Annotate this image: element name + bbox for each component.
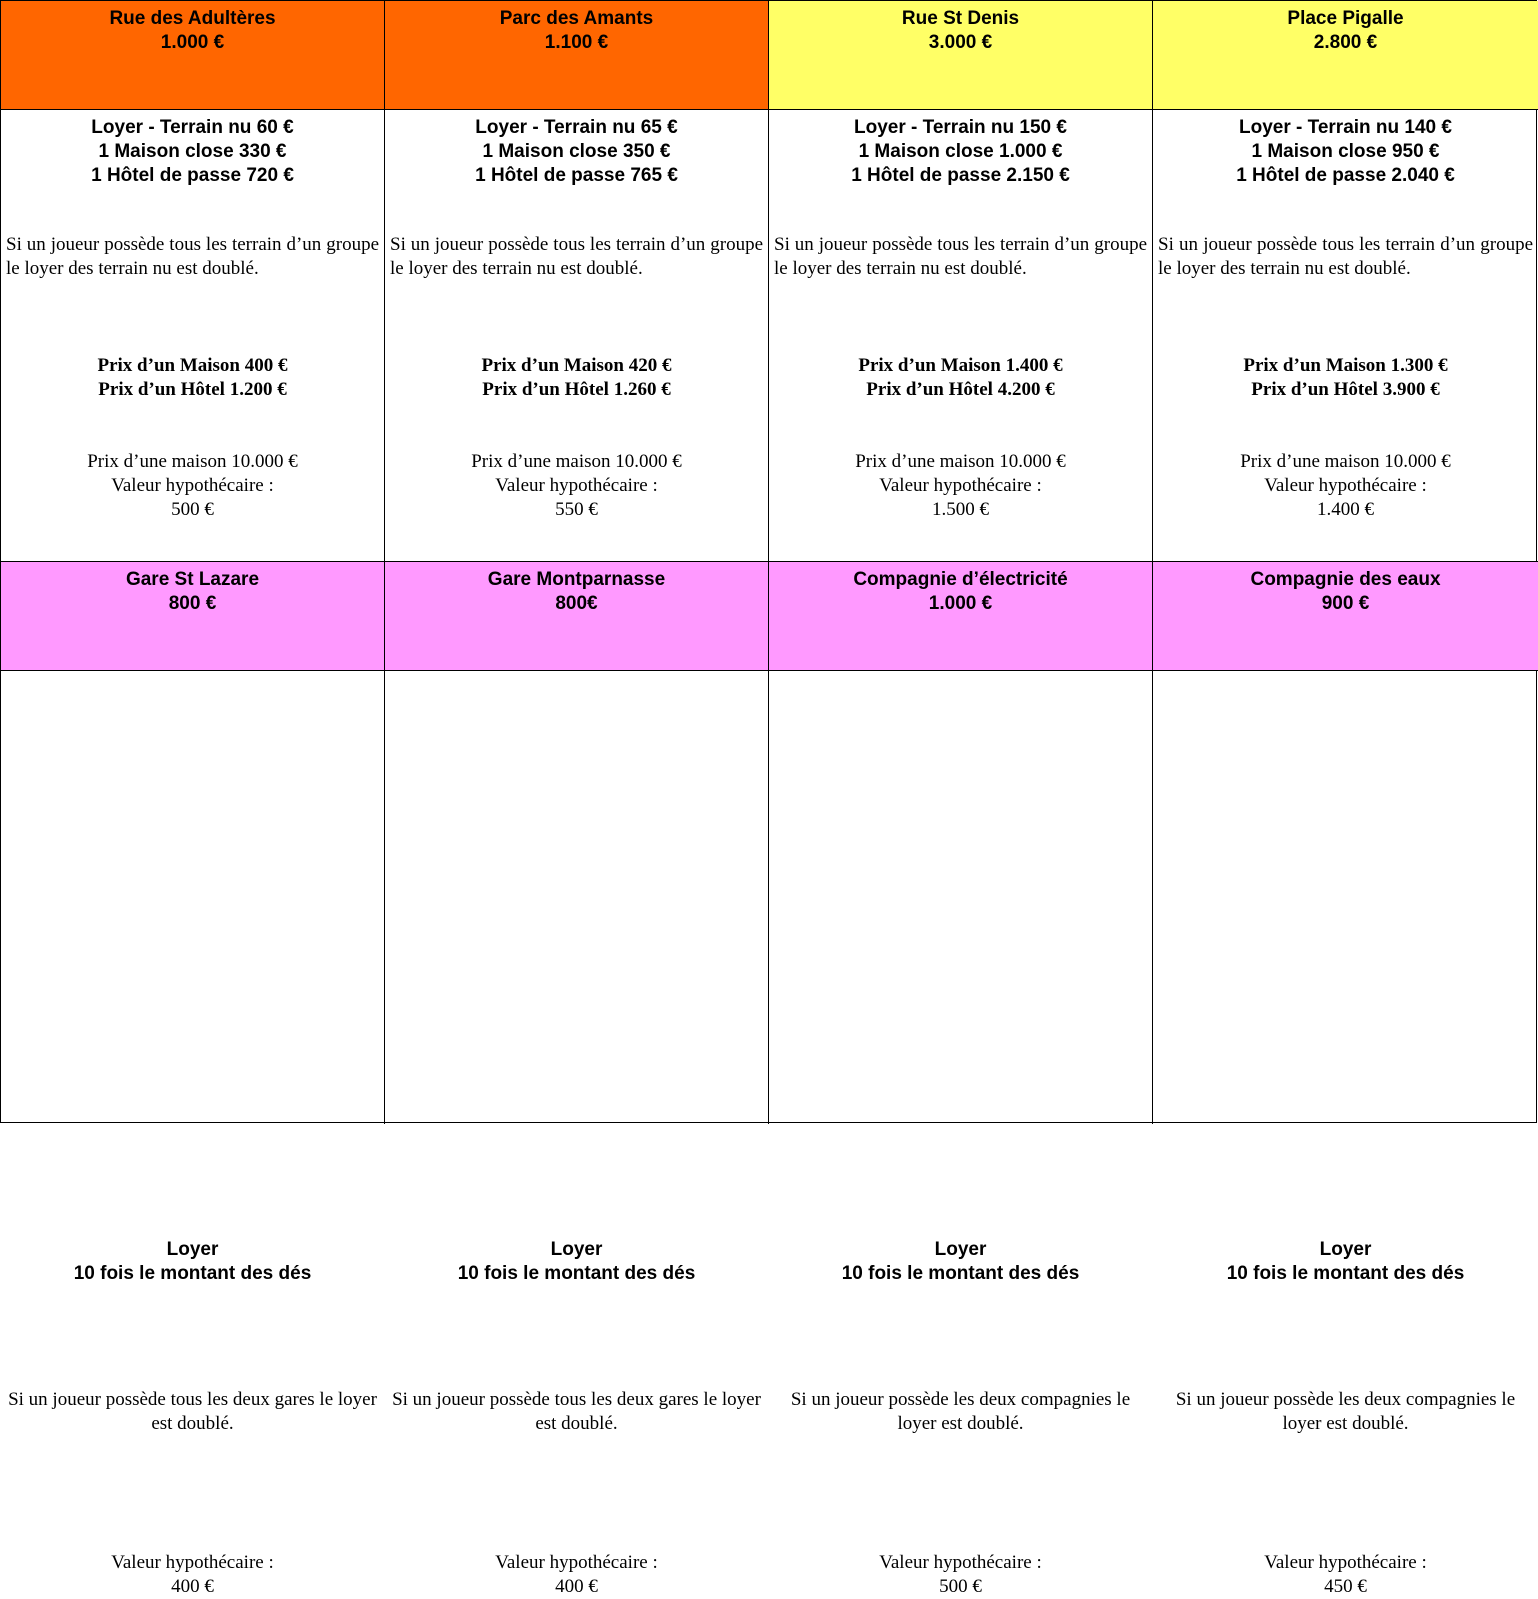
pair-rule-text: Si un joueur possède tous les deux gares le loyer est doublé.	[8, 1389, 377, 1434]
card-header	[1153, 562, 1538, 671]
mortgage-info	[1153, 1551, 1538, 1599]
rent-info	[385, 1238, 768, 1286]
rent-label: Loyer	[1319, 1239, 1372, 1260]
property-card-rue-st-denis	[769, 1, 1153, 562]
property-name: Gare St Lazare	[125, 569, 260, 590]
rent-hotel: 1 Hôtel de passe 2.150 €	[851, 165, 1070, 186]
build-prices	[1, 354, 384, 402]
rent-house: 1 Maison close 330 €	[98, 141, 287, 162]
mortgage-value: 550 €	[555, 499, 598, 520]
group-rule-text: Si un joueur possède tous les terrain d’un groupe le loyer des terrain nu est doublé.	[1158, 234, 1533, 279]
rent-table	[1, 116, 384, 188]
special-cards-row	[1, 562, 1538, 1597]
rent-bare-land: Loyer - Terrain nu 60 €	[91, 117, 294, 138]
build-prices	[385, 354, 768, 402]
rent-hotel: 1 Hôtel de passe 765 €	[475, 165, 678, 186]
mortgage-label: Valeur hypothécaire :	[111, 475, 274, 496]
mortgage-label: Valeur hypothécaire :	[1264, 1552, 1427, 1573]
rent-house: 1 Maison close 1.000 €	[858, 141, 1063, 162]
property-name: Rue des Adultères	[109, 8, 276, 29]
card-header	[1153, 1, 1538, 110]
house-price: Prix d’un Maison 1.400 €	[858, 355, 1063, 376]
house-price: Prix d’un Maison 400 €	[97, 355, 288, 376]
mortgage-info	[1, 1551, 384, 1599]
property-name: Gare Montparnasse	[487, 569, 666, 590]
mortgage-label: Valeur hypothécaire :	[111, 1552, 274, 1573]
rent-hotel: 1 Hôtel de passe 720 €	[91, 165, 294, 186]
group-rule-text: Si un joueur possède tous les terrain d’un groupe le loyer des terrain nu est doublé.	[6, 234, 379, 279]
house-price: Prix d’un Maison 420 €	[481, 355, 672, 376]
rent-text: 10 fois le montant des dés	[1226, 1263, 1465, 1284]
mortgage-label: Valeur hypothécaire :	[495, 1552, 658, 1573]
rent-table	[769, 116, 1152, 188]
property-price: 900 €	[1321, 593, 1370, 614]
property-cards-row	[1, 1, 1538, 562]
pair-rule-text: Si un joueur possède les deux compagnies le loyer est doublé.	[1175, 1389, 1516, 1434]
maison-price: Prix d’une maison 10.000 €	[1240, 451, 1451, 472]
mortgage-value: 400 €	[555, 1576, 598, 1597]
station-card-gare-montparnasse	[385, 562, 769, 1597]
maison-price: Prix d’une maison 10.000 €	[471, 451, 682, 472]
mortgage-value: 400 €	[171, 1576, 214, 1597]
house-price: Prix d’un Maison 1.300 €	[1243, 355, 1448, 376]
rent-bare-land: Loyer - Terrain nu 65 €	[475, 117, 678, 138]
rent-info	[1, 1238, 384, 1286]
rent-bare-land: Loyer - Terrain nu 140 €	[1239, 117, 1452, 138]
rent-info	[1153, 1238, 1538, 1286]
rent-hotel: 1 Hôtel de passe 2.040 €	[1236, 165, 1455, 186]
mortgage-value: 450 €	[1324, 1576, 1367, 1597]
mortgage-label: Valeur hypothécaire :	[879, 475, 1042, 496]
rent-table	[385, 116, 768, 188]
rent-label: Loyer	[934, 1239, 987, 1260]
card-header	[385, 1, 768, 110]
card-header	[769, 562, 1152, 671]
rent-label: Loyer	[166, 1239, 219, 1260]
mortgage-info	[385, 1551, 768, 1599]
mortgage-info	[385, 450, 768, 522]
station-card-gare-st-lazare	[1, 562, 385, 1597]
property-price: 800€	[555, 593, 598, 614]
pair-rule-text: Si un joueur possède tous les deux gares le loyer est doublé.	[392, 1389, 761, 1434]
rent-info	[769, 1238, 1152, 1286]
maison-price: Prix d’une maison 10.000 €	[855, 451, 1066, 472]
mortgage-info	[769, 450, 1152, 522]
mortgage-label: Valeur hypothécaire :	[495, 475, 658, 496]
utility-card-electricite	[769, 562, 1153, 1597]
mortgage-value: 500 €	[171, 499, 214, 520]
property-price: 1.000 €	[160, 32, 225, 53]
property-price: 2.800 €	[1313, 32, 1378, 53]
property-name: Compagnie d’électricité	[853, 569, 1068, 590]
card-header	[1, 1, 384, 110]
property-card-rue-des-adulteres	[1, 1, 385, 562]
card-header	[769, 1, 1152, 110]
mortgage-value: 1.500 €	[932, 499, 989, 520]
mortgage-info	[1153, 450, 1538, 522]
property-card-parc-des-amants	[385, 1, 769, 562]
mortgage-value: 1.400 €	[1317, 499, 1374, 520]
hotel-price: Prix d’un Hôtel 1.260 €	[482, 379, 671, 400]
property-name: Parc des Amants	[499, 8, 654, 29]
rent-bare-land: Loyer - Terrain nu 150 €	[854, 117, 1067, 138]
property-price: 800 €	[168, 593, 217, 614]
property-price: 3.000 €	[928, 32, 993, 53]
property-name: Rue St Denis	[901, 8, 1020, 29]
mortgage-label: Valeur hypothécaire :	[1264, 475, 1427, 496]
hotel-price: Prix d’un Hôtel 1.200 €	[98, 379, 287, 400]
mortgage-value: 500 €	[939, 1576, 982, 1597]
property-name: Compagnie des eaux	[1250, 569, 1441, 590]
rent-text: 10 fois le montant des dés	[73, 1263, 312, 1284]
rent-house: 1 Maison close 950 €	[1251, 141, 1440, 162]
card-header	[1, 562, 384, 671]
mortgage-label: Valeur hypothécaire :	[879, 1552, 1042, 1573]
card-header	[385, 562, 768, 671]
property-price: 1.100 €	[544, 32, 609, 53]
rent-text: 10 fois le montant des dés	[841, 1263, 1080, 1284]
mortgage-info	[769, 1551, 1152, 1599]
group-rule-text: Si un joueur possède tous les terrain d’un groupe le loyer des terrain nu est doublé.	[774, 234, 1147, 279]
maison-price: Prix d’une maison 10.000 €	[87, 451, 298, 472]
property-card-place-pigalle	[1153, 1, 1538, 562]
pair-rule-text: Si un joueur possède les deux compagnies le loyer est doublé.	[790, 1389, 1131, 1434]
rent-label: Loyer	[550, 1239, 603, 1260]
build-prices	[1153, 354, 1538, 402]
utility-card-eaux	[1153, 562, 1538, 1597]
build-prices	[769, 354, 1152, 402]
property-name: Place Pigalle	[1287, 8, 1404, 29]
hotel-price: Prix d’un Hôtel 3.900 €	[1251, 379, 1440, 400]
property-price: 1.000 €	[928, 593, 993, 614]
rent-text: 10 fois le montant des dés	[457, 1263, 696, 1284]
mortgage-info	[1, 450, 384, 522]
group-rule-text: Si un joueur possède tous les terrain d’un groupe le loyer des terrain nu est doublé.	[390, 234, 763, 279]
hotel-price: Prix d’un Hôtel 4.200 €	[866, 379, 1055, 400]
rent-house: 1 Maison close 350 €	[482, 141, 671, 162]
rent-table	[1153, 116, 1538, 188]
